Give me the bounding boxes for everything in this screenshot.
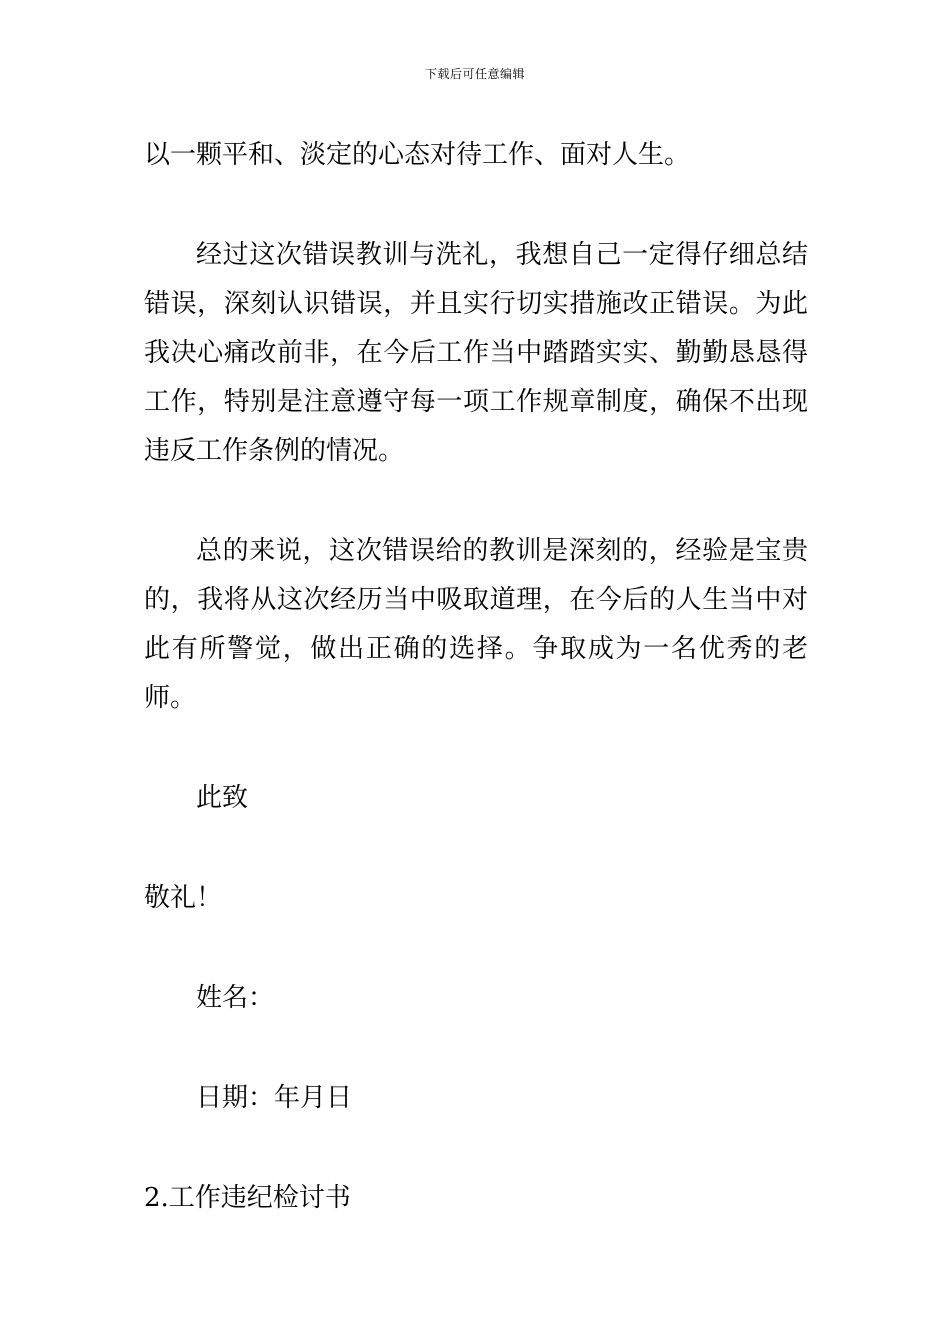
- page-header: 下载后可任意编辑: [424, 67, 525, 81]
- salutation: 敬礼！: [144, 883, 223, 913]
- name-field-label: 姓名：: [196, 983, 275, 1013]
- paragraph-2: 经过这次错误教训与洗礼，我想自己一定得仔细总结错误，深刻认识错误，并且实行切实措施改正错误。为此我决心痛改前非，在今后工作当中踏踏实实、勤勤恳恳得工作，特别是注意遵守每一项工作规章制度，确保不出现违反工作条例的情况。: [144, 240, 808, 466]
- paragraph-3: 总的来说，这次错误给的教训是深刻的，经验是宝贵的，我将从这次经历当中吸取道理，在今后的人生当中对此有所警觉，做出正确的选择。争取成为一名优秀的老师。: [144, 536, 808, 713]
- document-body: [144, 131, 808, 1274]
- section-title: 2.工作违纪检讨书: [144, 1183, 351, 1213]
- closing-line: 此致: [196, 783, 249, 813]
- date-field-label: 日期：年月日: [196, 1083, 353, 1113]
- paragraph-1: 以一颗平和、淡定的心态对待工作、面对人生。: [144, 140, 691, 170]
